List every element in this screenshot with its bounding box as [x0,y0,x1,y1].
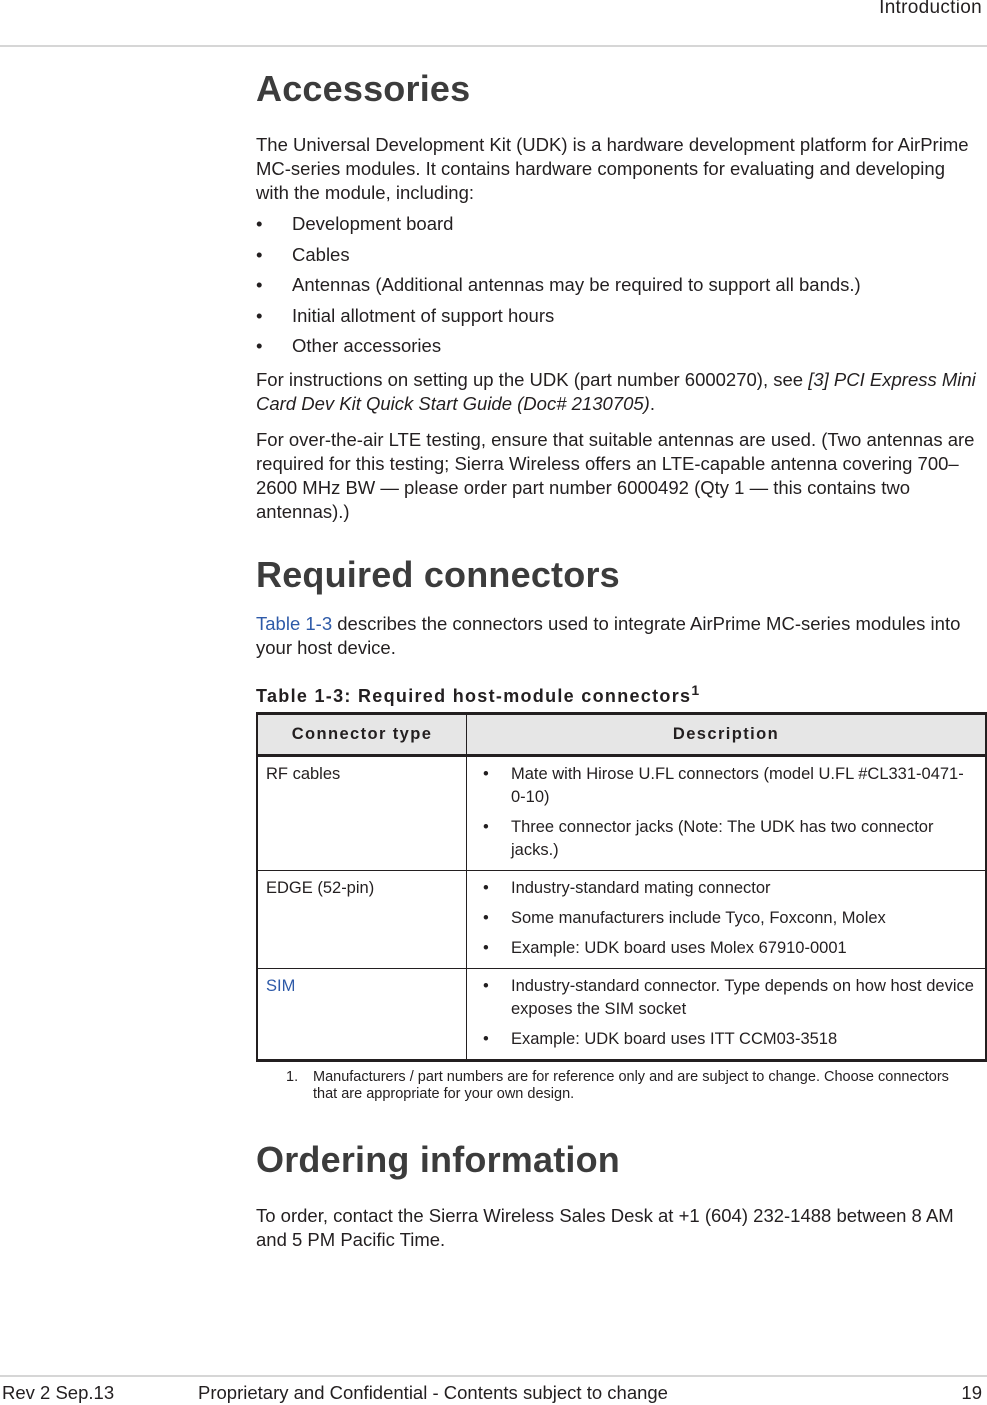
list-item: • Mate with Hirose U.FL connectors (model U.FL #CL331-0471-0-10) [483,764,964,806]
bullet-icon: • [256,335,263,356]
bullet-icon: • [256,304,263,326]
column-header-connector-type: Connector type [257,713,467,755]
list-item: • Industry-standard connector. Type depends on how host device exposes the SIM socket [483,976,974,1018]
table-footnote [286,1069,976,1103]
footnote-number: 1. [286,1068,299,1085]
connectors-table [256,712,987,1062]
footer-rule [0,1375,987,1377]
table-header-row [257,713,986,755]
bullet-icon: • [483,976,489,995]
connector-type-cell: RF cables [257,755,467,870]
list-item: • Initial allotment of support hours [256,301,976,332]
bullet-icon: • [483,817,489,836]
udk-setup-paragraph: For instructions on setting up the UDK (part number 6000270), see [3] PCI Express Mini Card Dev Kit Quick Start Guide (Doc# 2130705). [256,368,976,414]
list-item: • Example: UDK board uses ITT CCM03-3518 [475,1028,977,1051]
list-item: • Other accessories [256,331,976,362]
footnote-text: Manufacturers / part numbers are for reference only and are subject to change. Choose connectors that are appropriate for your own design. [313,1068,949,1102]
table-caption: Table 1-3: Required host-module connectors$^1$ [256,681,701,706]
connector-type-cell: EDGE (52-pin) [257,870,467,968]
list-item: • Antennas (Additional antennas may be required to support all bands.) [256,270,976,301]
bullet-icon: • [483,938,489,957]
bullet-icon: • [483,878,489,897]
description-cell [467,755,987,870]
accessories-heading: Accessories [256,68,471,109]
list-item: • Industry-standard mating connector [475,877,977,900]
doc-reference: [3] PCI Express Mini Card Dev Kit Quick Start Guide (Doc# 2130705) [256,368,976,414]
ordering-text: To order, contact the Sierra Wireless Sales Desk at +1 (604) 232-1488 between 8 AM and 5 PM Pacific Time. [256,1204,954,1250]
footnote-ref: 1 [691,681,701,698]
list-item: • Three connector jacks (Note: The UDK has two connector jacks.) [483,817,934,859]
ordering-heading: Ordering information [256,1138,620,1180]
accessories-list [256,209,976,362]
bullet-icon: • [483,764,489,783]
bullet-icon: • [256,213,263,234]
bullet-icon: • [256,243,263,265]
table-row [257,968,986,1060]
table-row [257,870,986,968]
list-item: • Some manufacturers include Tyco, Foxconn, Molex [475,907,977,930]
table-ref-link[interactable]: Table 1-3 [256,612,333,634]
required-connectors-heading: Required connectors [256,553,620,595]
page-number: 19 [961,1382,982,1403]
list-item: • Example: UDK board uses Molex 67910-0001 [475,937,977,960]
footer-revision: Rev 2 Sep.13 [2,1382,115,1403]
footer-notice: Proprietary and Confidential - Contents subject to change [198,1382,668,1403]
list-item: • Development board [256,209,976,240]
bullet-icon: • [483,908,489,927]
page-content [256,64,976,1252]
required-connectors-desc: Table 1-3 describes the connectors used to integrate AirPrime MC-series modules into your host device. [256,612,961,658]
description-cell [467,870,987,968]
column-header-description: Description [467,713,987,755]
list-item: • Cables [256,240,976,271]
connector-type-cell[interactable]: SIM [257,968,467,1060]
header-rule [0,45,987,47]
accessories-intro: The Universal Development Kit (UDK) is a hardware development platform for AirPrime MC-series modules. It contains hardware components for evaluating and developing with the module, including: [256,134,969,203]
table-row [257,755,986,870]
running-header: Introduction [879,0,982,18]
bullet-icon: • [483,1029,489,1048]
description-cell [467,968,987,1060]
bullet-icon: • [256,274,263,295]
lte-note-paragraph: For over-the-air LTE testing, ensure that suitable antennas are used. (Two antennas are required for this testing; Sierra Wireless offers an LTE-capable antenna covering 700–2600 MHz BW — please order part number 6000492 (Qty 1 — this contains two antennas).) [256,428,975,522]
